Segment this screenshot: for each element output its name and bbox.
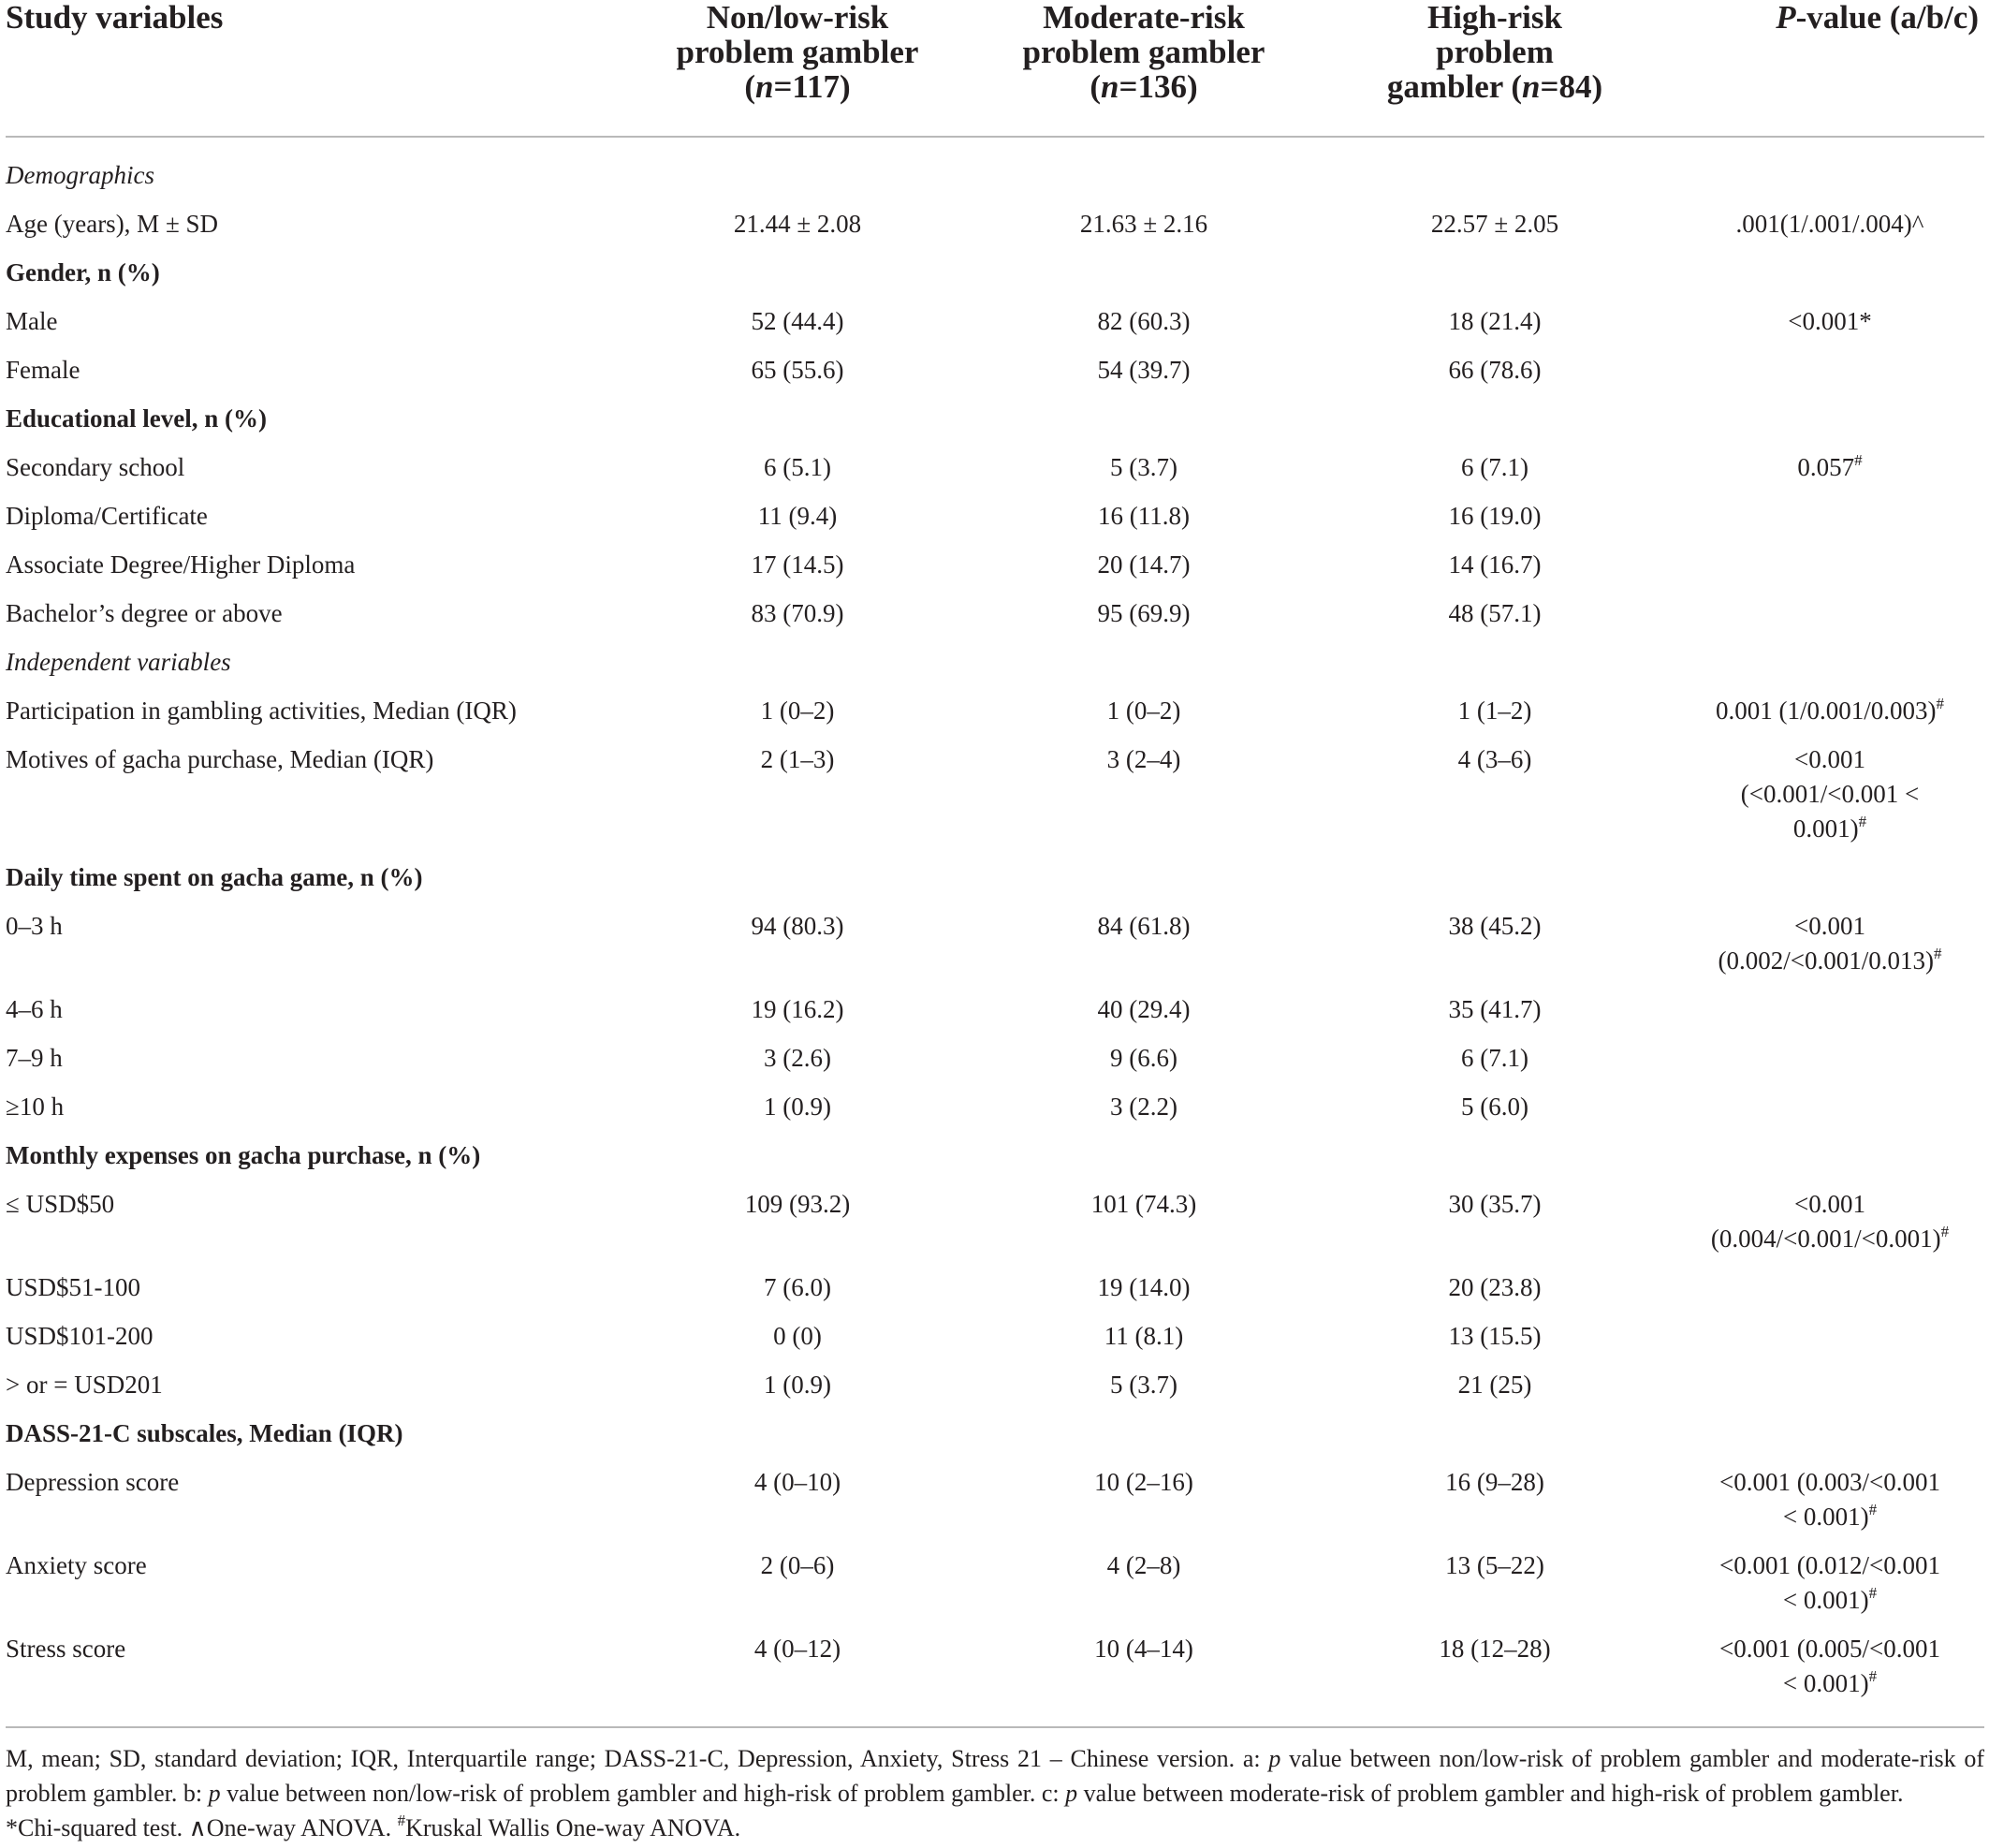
header-study-variables: Study variables bbox=[6, 0, 638, 137]
cell-moderate-risk: 20 (14.7) bbox=[1097, 550, 1191, 579]
table-row-female bbox=[6, 346, 1984, 395]
cell-moderate-risk: 3 (2–4) bbox=[1106, 745, 1181, 773]
cell-moderate-risk: 82 (60.3) bbox=[1097, 307, 1191, 335]
cell-non-low-risk: 4 (0–12) bbox=[753, 1635, 841, 1663]
group-row-gender bbox=[6, 249, 1984, 298]
cell-moderate-risk: 9 (6.6) bbox=[1110, 1044, 1177, 1072]
cell-non-low-risk: 2 (0–6) bbox=[760, 1551, 835, 1579]
group-row-dass bbox=[6, 1410, 1984, 1459]
cell-moderate-risk: 40 (29.4) bbox=[1097, 995, 1191, 1023]
table-row-10h bbox=[6, 1083, 1984, 1132]
row-label: Daily time spent on gacha game, n (%) bbox=[6, 863, 423, 891]
row-label: USD$51-100 bbox=[6, 1273, 141, 1301]
cell-non-low-risk: 21.44 ± 2.08 bbox=[733, 210, 862, 238]
cell-p-value: <0.001 (0.004/<0.001/<0.001)# bbox=[1710, 1190, 1950, 1253]
cell-moderate-risk: 19 (14.0) bbox=[1097, 1273, 1191, 1301]
section-row-demographics bbox=[6, 137, 1984, 200]
cell-non-low-risk: 2 (1–3) bbox=[760, 745, 835, 773]
cell-high-risk: 1 (1–2) bbox=[1457, 697, 1532, 725]
cell-moderate-risk: 10 (2–16) bbox=[1094, 1468, 1193, 1496]
footnote-divider bbox=[6, 1726, 1984, 1728]
table-row-0-3h bbox=[6, 902, 1984, 986]
row-label: ≥10 h bbox=[6, 1093, 65, 1121]
table-row-usd-201 bbox=[6, 1361, 1984, 1410]
row-label: Motives of gacha purchase, Median (IQR) bbox=[6, 745, 434, 773]
row-label: Depression score bbox=[6, 1468, 180, 1496]
cell-p-value: <0.001 (0.012/<0.001 < 0.001)# bbox=[1719, 1551, 1940, 1614]
cell-high-risk: 30 (35.7) bbox=[1448, 1190, 1542, 1218]
cell-non-low-risk: 19 (16.2) bbox=[751, 995, 844, 1023]
cell-moderate-risk: 84 (61.8) bbox=[1097, 912, 1191, 940]
row-label: Bachelor’s degree or above bbox=[6, 599, 283, 627]
group-row-education bbox=[6, 395, 1984, 444]
cell-high-risk: 38 (45.2) bbox=[1448, 912, 1542, 940]
cell-high-risk: 4 (3–6) bbox=[1457, 745, 1532, 773]
cell-non-low-risk: 6 (5.1) bbox=[764, 453, 831, 481]
row-label: Participation in gambling activities, Median (IQR) bbox=[6, 697, 517, 725]
cell-moderate-risk: 11 (8.1) bbox=[1104, 1322, 1184, 1350]
cell-high-risk: 5 (6.0) bbox=[1461, 1093, 1528, 1121]
cell-moderate-risk: 101 (74.3) bbox=[1090, 1190, 1197, 1218]
cell-non-low-risk: 109 (93.2) bbox=[744, 1190, 851, 1218]
cell-non-low-risk: 83 (70.9) bbox=[751, 599, 844, 627]
table-row-usd-101-200 bbox=[6, 1313, 1984, 1361]
table-row-stress bbox=[6, 1625, 1984, 1725]
cell-high-risk: 16 (19.0) bbox=[1448, 502, 1542, 530]
cell-high-risk: 14 (16.7) bbox=[1448, 550, 1542, 579]
row-label: ≤ USD$50 bbox=[6, 1190, 115, 1218]
cell-non-low-risk: 17 (14.5) bbox=[751, 550, 844, 579]
row-label: 4–6 h bbox=[6, 995, 63, 1023]
cell-p-value: .001(1/.001/.004)^ bbox=[1735, 210, 1924, 238]
cell-non-low-risk: 94 (80.3) bbox=[751, 912, 844, 940]
cell-p-value: 0.001 (1/0.001/0.003)# bbox=[1716, 695, 1944, 725]
cell-moderate-risk: 16 (11.8) bbox=[1098, 502, 1190, 530]
cell-moderate-risk: 5 (3.7) bbox=[1110, 453, 1177, 481]
table-row-male bbox=[6, 298, 1984, 346]
row-label: 7–9 h bbox=[6, 1044, 63, 1072]
table-row-anxiety bbox=[6, 1542, 1984, 1625]
cell-non-low-risk: 0 (0) bbox=[773, 1322, 822, 1350]
table-row-participation bbox=[6, 687, 1984, 736]
cell-moderate-risk: 54 (39.7) bbox=[1097, 356, 1191, 384]
table-row-usd-51-100 bbox=[6, 1264, 1984, 1313]
header-non-low-risk: Non/low-risk problem gambler (n=117) bbox=[638, 0, 957, 137]
row-label: DASS-21-C subscales, Median (IQR) bbox=[6, 1419, 403, 1447]
section-row-independent bbox=[6, 638, 1984, 687]
table-row-7-9h bbox=[6, 1034, 1984, 1083]
cell-non-low-risk: 1 (0–2) bbox=[760, 697, 835, 725]
cell-p-value: <0.001 (0.003/<0.001 < 0.001)# bbox=[1719, 1468, 1940, 1531]
row-label: > or = USD201 bbox=[6, 1371, 163, 1399]
cell-p-value: <0.001 (0.002/<0.001/0.013)# bbox=[1718, 912, 1942, 975]
cell-non-low-risk: 1 (0.9) bbox=[764, 1093, 831, 1121]
cell-high-risk: 66 (78.6) bbox=[1448, 356, 1542, 384]
table-row-motives bbox=[6, 736, 1984, 854]
cell-high-risk: 13 (15.5) bbox=[1448, 1322, 1542, 1350]
cell-p-value: <0.001 (0.005/<0.001 < 0.001)# bbox=[1719, 1635, 1940, 1697]
cell-moderate-risk: 5 (3.7) bbox=[1110, 1371, 1177, 1399]
header-high-risk: High-risk problem gambler (n=84) bbox=[1331, 0, 1659, 137]
cell-high-risk: 48 (57.1) bbox=[1448, 599, 1542, 627]
cell-p-value: <0.001 (<0.001/<0.001 < 0.001)# bbox=[1740, 745, 1920, 843]
row-label: Stress score bbox=[6, 1635, 126, 1663]
table-row-usd-50 bbox=[6, 1181, 1984, 1264]
cell-high-risk: 35 (41.7) bbox=[1448, 995, 1542, 1023]
row-label: Gender, n (%) bbox=[6, 258, 160, 286]
table-row-depression bbox=[6, 1459, 1984, 1542]
table-header bbox=[6, 0, 1984, 137]
table-row-associate bbox=[6, 541, 1984, 590]
row-label: Demographics bbox=[6, 161, 154, 189]
group-row-monthly-expenses bbox=[6, 1132, 1984, 1181]
footnote-abbreviations: M, mean; SD, standard deviation; IQR, Interquartile range; DASS-21-C, Depression, Anxiety, Stress 21 – Chinese version. a: p value between non/low-risk of problem gambler and moderate-risk of problem gambler. b: p value between non/low-risk of problem gambler and high-risk of problem gambler. c: p value between moderate-risk of problem gambler and high-risk of problem gambler. bbox=[6, 1745, 1984, 1807]
header-p-value: P-value (a/b/c) bbox=[1659, 0, 1984, 137]
cell-high-risk: 18 (21.4) bbox=[1448, 307, 1542, 335]
footnote-tests: *Chi-squared test. ∧One-way ANOVA. #Kruskal Wallis One-way ANOVA. bbox=[6, 1811, 741, 1841]
row-label: Independent variables bbox=[6, 648, 231, 676]
cell-high-risk: 20 (23.8) bbox=[1448, 1273, 1542, 1301]
cell-p-value: 0.057# bbox=[1797, 451, 1863, 481]
cell-high-risk: 21 (25) bbox=[1457, 1371, 1532, 1399]
group-row-daily-time bbox=[6, 854, 1984, 902]
cell-moderate-risk: 10 (4–14) bbox=[1094, 1635, 1193, 1663]
cell-moderate-risk: 1 (0–2) bbox=[1106, 697, 1181, 725]
study-variables-table bbox=[6, 0, 1984, 1725]
cell-non-low-risk: 11 (9.4) bbox=[757, 502, 838, 530]
row-label: Monthly expenses on gacha purchase, n (%) bbox=[6, 1141, 481, 1169]
table-row-bachelor bbox=[6, 590, 1984, 638]
row-label: Female bbox=[6, 356, 80, 384]
table-body bbox=[6, 137, 1984, 1725]
row-label: 0–3 h bbox=[6, 912, 63, 940]
cell-non-low-risk: 52 (44.4) bbox=[751, 307, 844, 335]
table-row-age bbox=[6, 200, 1984, 249]
row-label: Educational level, n (%) bbox=[6, 404, 268, 433]
cell-moderate-risk: 21.63 ± 2.16 bbox=[1079, 210, 1208, 238]
table-row-diploma bbox=[6, 492, 1984, 541]
cell-non-low-risk: 7 (6.0) bbox=[764, 1273, 831, 1301]
table-row-secondary bbox=[6, 444, 1984, 492]
cell-non-low-risk: 65 (55.6) bbox=[751, 356, 844, 384]
row-label: Anxiety score bbox=[6, 1551, 147, 1579]
cell-moderate-risk: 4 (2–8) bbox=[1106, 1551, 1181, 1579]
cell-non-low-risk: 1 (0.9) bbox=[764, 1371, 831, 1399]
cell-non-low-risk: 4 (0–10) bbox=[753, 1468, 841, 1496]
cell-high-risk: 22.57 ± 2.05 bbox=[1430, 210, 1559, 238]
cell-high-risk: 6 (7.1) bbox=[1461, 453, 1528, 481]
table-row-4-6h bbox=[6, 986, 1984, 1034]
cell-p-value: <0.001* bbox=[1788, 307, 1872, 335]
row-label: Male bbox=[6, 307, 58, 335]
row-label: Diploma/Certificate bbox=[6, 502, 208, 530]
cell-high-risk: 16 (9–28) bbox=[1445, 1468, 1544, 1496]
row-label: Associate Degree/Higher Diploma bbox=[6, 550, 356, 579]
cell-high-risk: 13 (5–22) bbox=[1445, 1551, 1544, 1579]
cell-moderate-risk: 3 (2.2) bbox=[1110, 1093, 1177, 1121]
table-footnotes bbox=[6, 1741, 1984, 1845]
cell-moderate-risk: 95 (69.9) bbox=[1097, 599, 1191, 627]
cell-high-risk: 18 (12–28) bbox=[1439, 1635, 1551, 1663]
row-label: USD$101-200 bbox=[6, 1322, 154, 1350]
row-label: Age (years), M ± SD bbox=[6, 210, 219, 238]
cell-non-low-risk: 3 (2.6) bbox=[764, 1044, 831, 1072]
header-moderate-risk: Moderate-risk problem gambler (n=136) bbox=[957, 0, 1331, 137]
row-label: Secondary school bbox=[6, 453, 185, 481]
cell-high-risk: 6 (7.1) bbox=[1461, 1044, 1528, 1072]
